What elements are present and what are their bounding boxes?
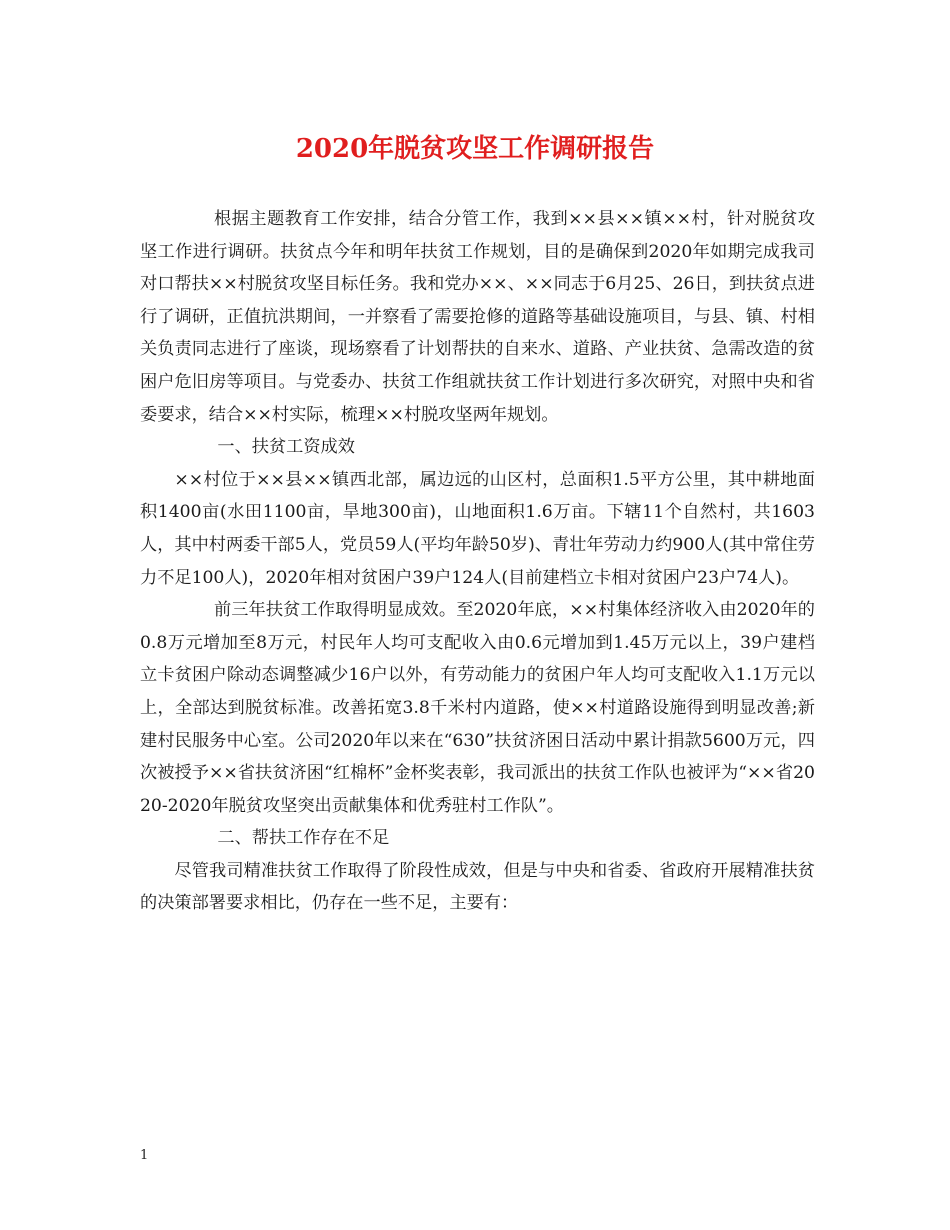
paragraph-shortcomings: 尽管我司精准扶贫工作取得了阶段性成效，但是与中央和省委、省政府开展精准扶贫的决策部署要求相比，仍存在一些不足，主要有： [140, 860, 815, 914]
page-number: 1 [140, 1148, 149, 1163]
paragraph-achievements: 前三年扶贫工作取得明显成效。至2020年底，××村集体经济收入由2020年的0.8万元增加至8万元，村民年人均可支配收入由0.6元增加到1.45万元以上，39户建档立卡贫困户除动态调整减少16户以外，有劳动能力的贫困户年人均可支配收入1.1万元以上，全部达到脱贫标准。改善拓宽3.8千米村内道路，使××村道路设施得到明显改善;新建村民服务中心室。公司2020年以来在“630”扶贫济困日活动中累计捐款5600万元，四次被授予××省扶贫济困“红棉杯”金杯奖表彰，我司派出的扶贫工作队也被评为“××省2020-2020年脱贫攻坚突出贡献集体和优秀驻村工作队”。 [140, 600, 815, 816]
section-heading-1: 一、扶贫工资成效 [217, 437, 355, 458]
paragraph-intro: 根据主题教育工作安排，结合分管工作，我到××县××镇××村，针对脱贫攻坚工作进行调研。扶贫点今年和明年扶贫工作规划，目的是确保到2020年如期完成我司对口帮扶××村脱贫攻坚目标任务。我和党办××、××同志于6月25、26日，到扶贫点进行了调研，正值抗洪期间，一并察看了需要抢修的道路等基础设施项目，与县、镇、村相关负责同志进行了座谈，现场察看了计划帮扶的自来水、道路、产业扶贫、急需改造的贫困户危旧房等项目。与党委办、扶贫工作组就扶贫工作计划进行多次研究，对照中央和省委要求，结合××村实际，梳理××村脱攻坚两年规划。 [140, 209, 815, 425]
document-body [140, 203, 815, 920]
section-heading-2: 二、帮扶工作存在不足 [217, 828, 390, 849]
document-title: 2020年脱贫攻坚工作调研报告 [295, 134, 655, 164]
paragraph-village-overview: ××村位于××县××镇西北部，属边远的山区村，总面积1.5平方公里，其中耕地面积1400亩(水田1100亩，旱地300亩)，山地面积1.6万亩。下辖11个自然村，共1603人，其中村两委干部5人，党员59人(平均年龄50岁)、青壮年劳动力约900人(其中常住劳力不足100人)，2020年相对贫困户39户124人(目前建档立卡相对贫困户23户74人)。 [140, 469, 815, 588]
